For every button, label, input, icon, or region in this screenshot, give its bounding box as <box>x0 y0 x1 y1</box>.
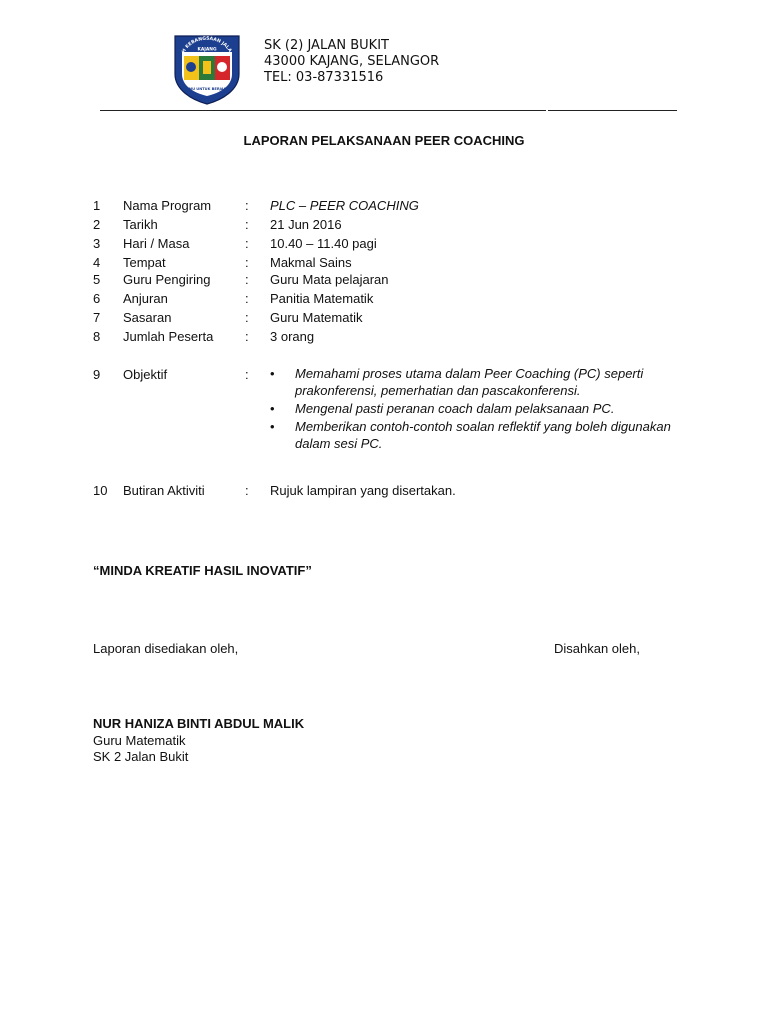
signer-role: Guru Matematik <box>93 733 186 748</box>
row-colon: : <box>245 329 249 344</box>
objective-item <box>270 418 690 452</box>
objective-item <box>270 400 690 417</box>
row-label: Nama Program <box>123 198 212 213</box>
header-divider <box>100 110 546 111</box>
row-number: 6 <box>93 291 101 306</box>
row-number: 8 <box>93 329 101 344</box>
row-label: Anjuran <box>123 291 168 306</box>
row-value: 21 Jun 2016 <box>270 217 342 232</box>
detail-row <box>0 217 768 235</box>
row-colon: : <box>245 291 249 306</box>
row-number: 4 <box>93 255 101 270</box>
objective-list <box>270 365 690 453</box>
row-label: Tempat <box>123 255 166 270</box>
motto: “MINDA KREATIF HASIL INOVATIF” <box>93 563 312 578</box>
detail-row <box>0 310 768 328</box>
school-logo <box>172 30 242 106</box>
bullet-icon: • <box>270 366 275 381</box>
row-colon: : <box>245 483 249 498</box>
school-name: SK (2) JALAN BUKIT <box>264 38 389 53</box>
row-colon: : <box>245 255 249 270</box>
row-label: Tarikh <box>123 217 158 232</box>
row-number: 7 <box>93 310 101 325</box>
bullet-icon: • <box>270 401 275 416</box>
row-label: Jumlah Peserta <box>123 329 214 344</box>
detail-row <box>0 198 768 216</box>
row-value: 3 orang <box>270 329 315 344</box>
row-value: Guru Mata pelajaran <box>270 272 389 287</box>
row-value: Guru Matematik <box>270 310 363 325</box>
row-label: Hari / Masa <box>123 236 190 251</box>
row-label: Sasaran <box>123 310 172 325</box>
school-tel: TEL: 03-87331516 <box>264 70 384 85</box>
objective-item <box>270 365 690 399</box>
row-label: Objektif <box>123 367 168 382</box>
row-colon: : <box>245 310 249 325</box>
row-colon: : <box>245 198 249 213</box>
report-title: LAPORAN PELAKSANAAN PEER COACHING <box>243 133 525 148</box>
row-value: 10.40 – 11.40 pagi <box>270 236 377 251</box>
school-address: 43000 KAJANG, SELANGOR <box>264 54 440 69</box>
row-value: Rujuk lampiran yang disertakan. <box>270 483 456 498</box>
row-colon: : <box>245 236 249 251</box>
row-number: 2 <box>93 217 101 232</box>
prepared-by-label: Laporan disediakan oleh, <box>93 641 239 656</box>
row-value: PLC – PEER COACHING <box>270 198 419 213</box>
logo-bottom-text: ILMU UNTUK BERJASA <box>184 87 230 91</box>
detail-row <box>0 236 768 254</box>
signer-school: SK 2 Jalan Bukit <box>93 749 189 764</box>
logo-top-text: H KEBANGSAAN JALA <box>181 36 232 55</box>
row-colon: : <box>245 272 249 287</box>
row-colon: : <box>245 367 249 382</box>
row-value: Panitia Matematik <box>270 291 374 306</box>
school-address-block <box>264 38 439 86</box>
detail-row <box>0 329 768 347</box>
logo-middle-text: KAJANG <box>197 47 217 53</box>
bullet-icon: • <box>270 419 275 434</box>
approved-by-label: Disahkan oleh, <box>554 641 640 656</box>
header-divider-right <box>548 110 677 111</box>
row-number: 3 <box>93 236 101 251</box>
row-label: Butiran Aktiviti <box>123 483 205 498</box>
butiran-row <box>0 483 768 501</box>
signer-name: NUR HANIZA BINTI ABDUL MALIK <box>93 716 305 731</box>
objective-text: Memahami proses utama dalam Peer Coaching (PC) seperti prakonferensi, pemerhatian dan pascakonferensi. <box>295 366 644 398</box>
row-number: 9 <box>93 367 101 382</box>
objective-text: Mengenal pasti peranan coach dalam pelaksanaan PC. <box>295 401 615 416</box>
row-number: 10 <box>93 483 108 498</box>
detail-row <box>0 272 768 290</box>
row-label: Guru Pengiring <box>123 272 211 287</box>
row-colon: : <box>245 217 249 232</box>
objective-text: Memberikan contoh-contoh soalan reflektif yang boleh digunakan dalam sesi PC. <box>295 419 671 451</box>
detail-row <box>0 291 768 309</box>
row-number: 5 <box>93 272 101 287</box>
detail-row <box>0 255 768 273</box>
row-value: Makmal Sains <box>270 255 352 270</box>
row-number: 1 <box>93 198 101 213</box>
